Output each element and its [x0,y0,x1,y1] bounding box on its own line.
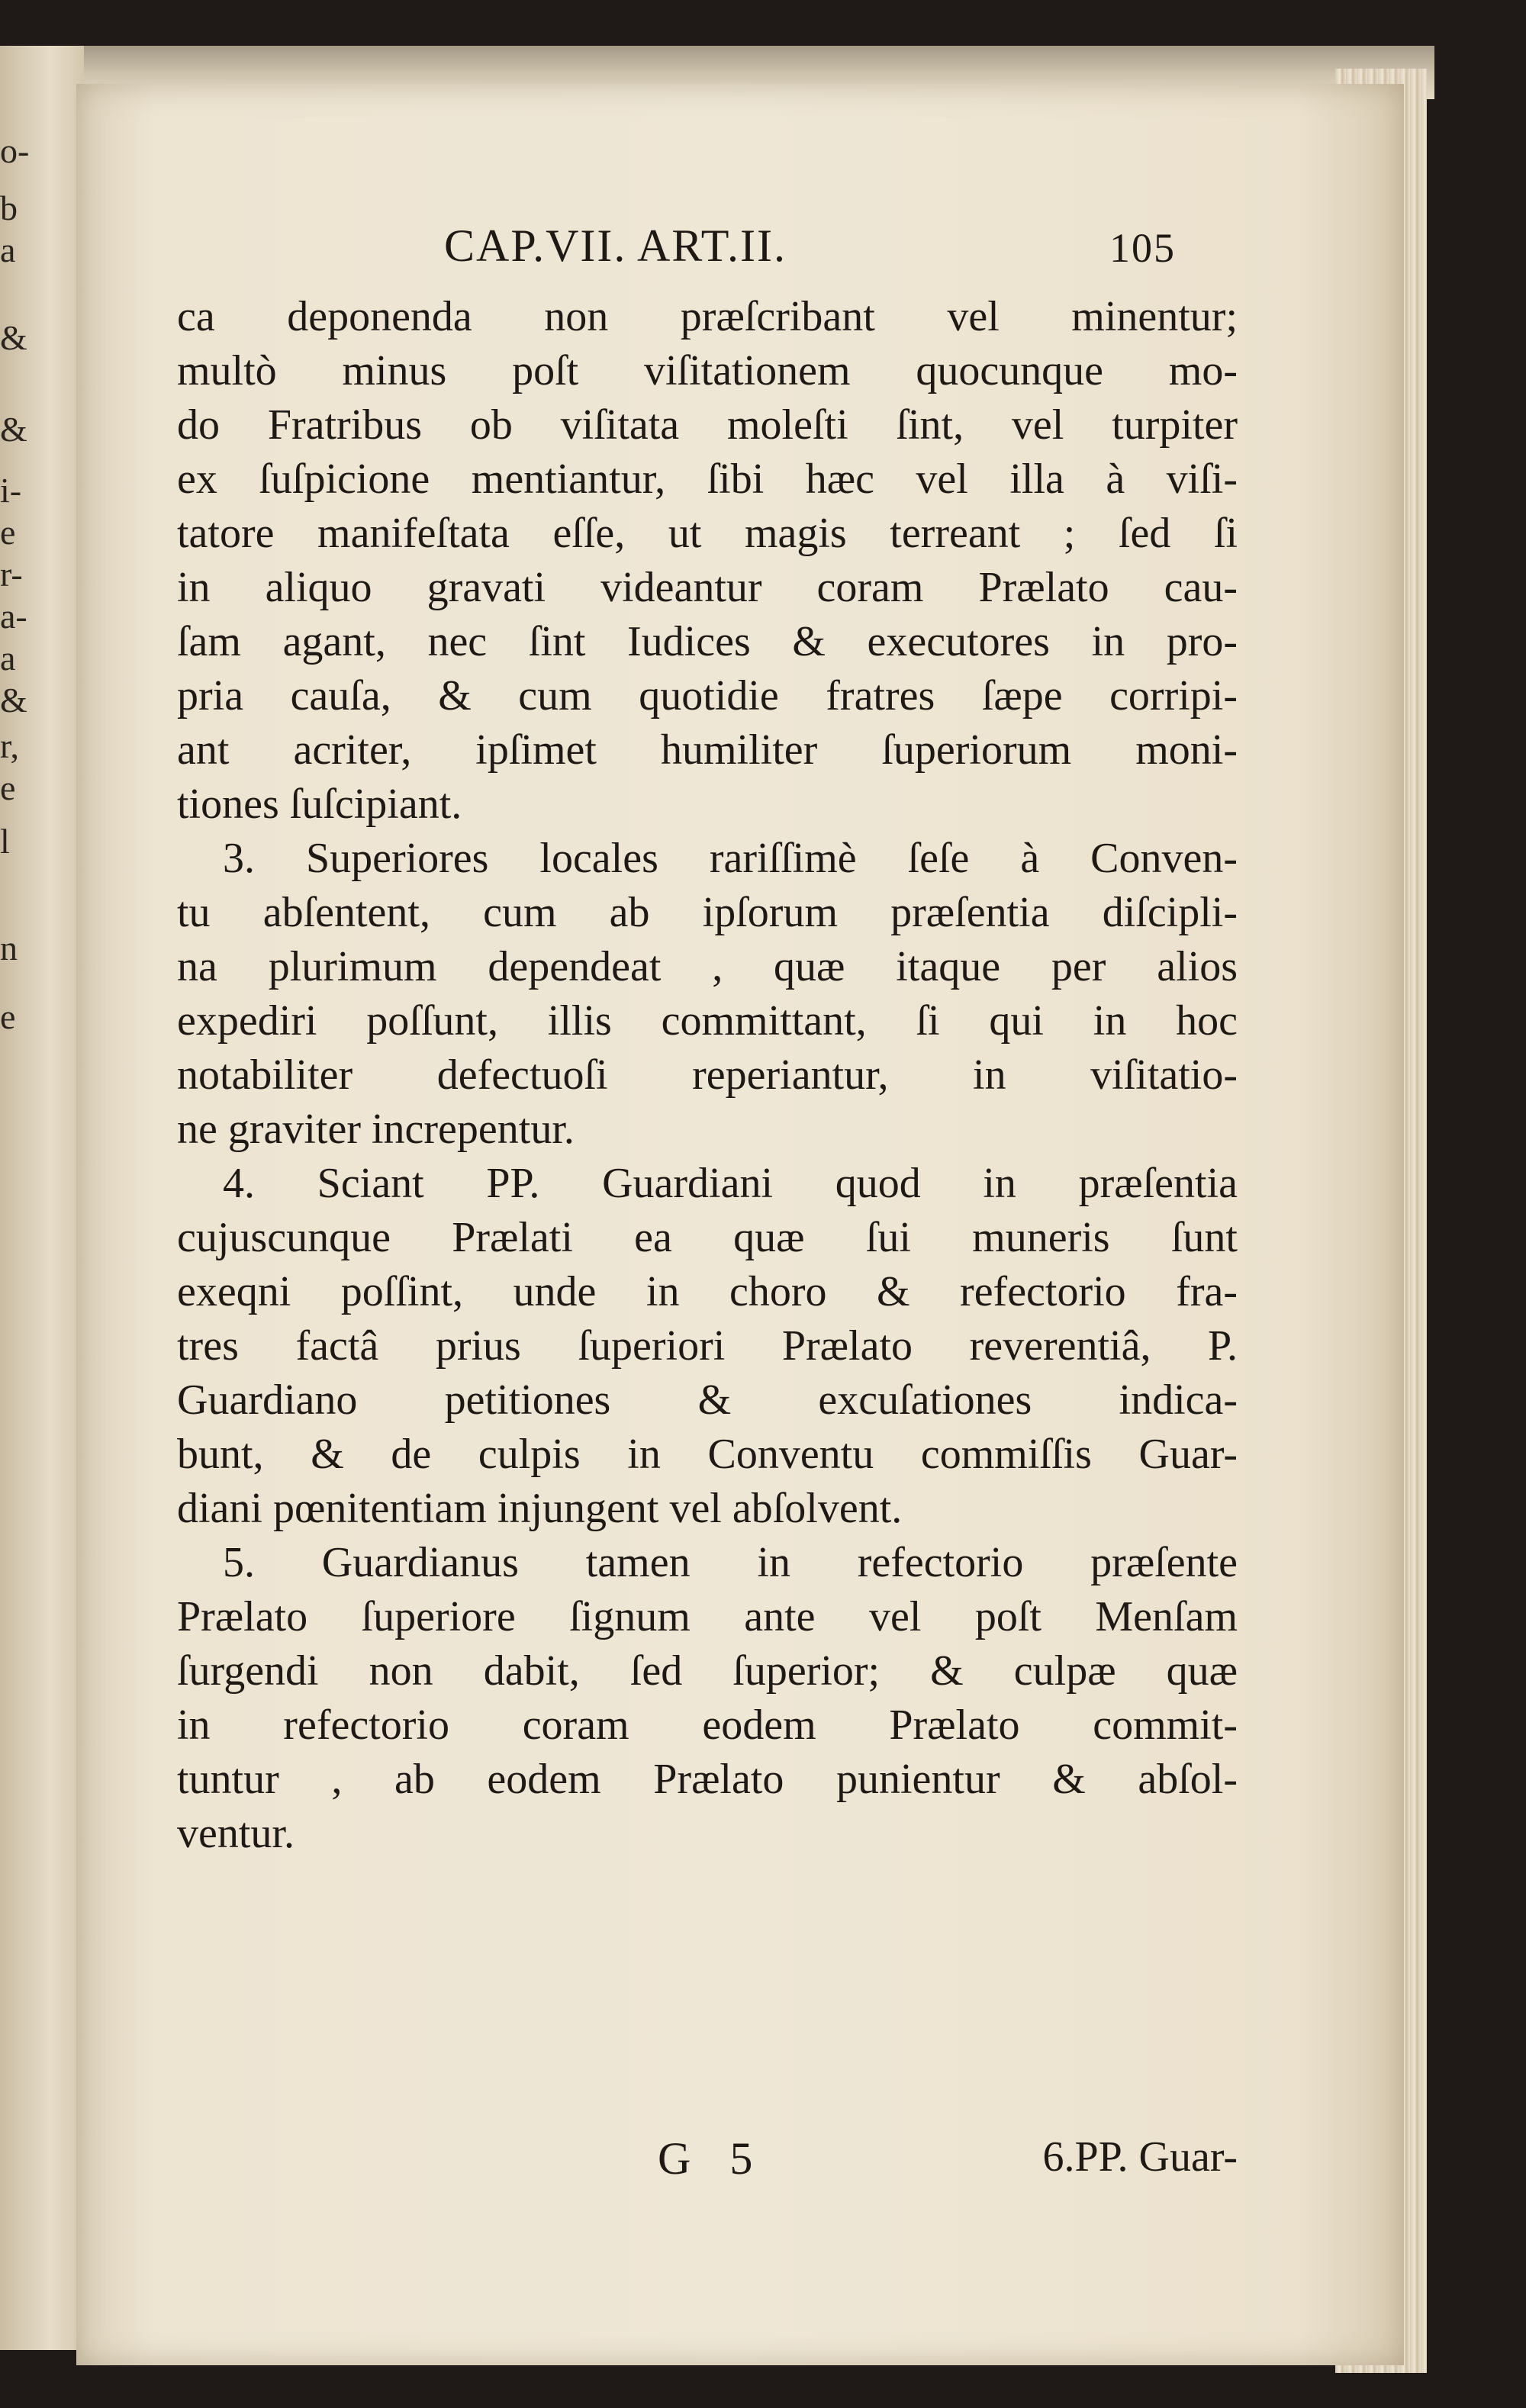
text-line: tu abſentent, cum ab ipſorum præſentia diſcipli- [177,889,1238,936]
text-line: ant acriter, ipſimet humiliter ſuperiorum moni- [177,726,1238,774]
text-line: exeqni poſſint, unde in choro & refectorio fra- [177,1268,1238,1315]
signature-mark: G 5 [658,2133,767,2184]
left-page-edge [0,46,84,2350]
text-line: 5. Guardianus tamen in refectorio præſente [223,1539,1238,1586]
facing-page-fragment: n [0,929,18,967]
facing-page-fragment: a [0,639,16,678]
text-line: na plurimum dependeat , quæ itaque per alios [177,943,1238,990]
text-line: bunt, & de culpis in Conventu commiſſis Guar- [177,1431,1238,1478]
facing-page-fragment: & [0,681,27,720]
text-line: tiones ſuſcipiant. [177,781,462,828]
text-line: tuntur , ab eodem Prælato punientur & abſol- [177,1756,1238,1803]
page-header [177,206,1238,290]
text-line: tatore manifeſtata eſſe, ut magis terreant ; ſed ſi [177,510,1238,557]
text-line: multò minus poſt viſitationem quocunque mo- [177,347,1238,394]
text-line: ventur. [177,1810,295,1857]
page-number: 105 [1109,225,1176,271]
facing-page-fragment: l [0,822,10,861]
facing-page-fragment: e [0,997,16,1036]
text-line: notabiliter defectuoſi reperiantur, in viſitatio- [177,1051,1238,1099]
page-footer [177,2133,1238,2194]
text-line: Guardiano petitiones & excuſationes indica- [177,1376,1238,1424]
text-line: cujuscunque Prælati ea quæ ſui muneris ſunt [177,1214,1238,1261]
text-line: 4. Sciant PP. Guardiani quod in præſentia [223,1160,1238,1207]
facing-page-fragment: r, [0,726,19,765]
text-line: 3. Superiores locales rariſſimè ſeſe à Conven- [223,835,1238,882]
body-text [177,290,1238,1861]
text-line: pria cauſa, & cum quotidie fratres ſæpe corripi- [177,672,1238,720]
facing-page-fragment: o- [0,131,30,170]
text-line: in aliquo gravati videantur coram Prælato cau- [177,564,1238,611]
facing-page-fragment: i- [0,471,22,510]
facing-page-fragment: e [0,513,16,552]
facing-page-fragment: & [0,410,27,449]
facing-page-fragment: a [0,230,16,269]
text-line: diani pœnitentiam injungent vel abſolvent. [177,1485,903,1532]
text-line: do Fratribus ob viſitata moleſti ſint, vel turpiter [177,401,1238,449]
text-line: ex ſuſpicione mentiantur, ſibi hæc vel illa à viſi- [177,456,1238,503]
catchword: 6.PP. Guar- [1042,2133,1238,2181]
facing-page-fragment: a- [0,597,27,636]
text-line: tres factâ prius ſuperiori Prælato reverentiâ, P. [177,1322,1238,1370]
text-line: ca deponenda non præſcribant vel minentur; [177,293,1238,340]
text-line: Prælato ſuperiore ſignum ante vel poſt Menſam [177,1593,1238,1640]
text-line: ſam agant, nec ſint Iudices & executores in pro- [177,618,1238,665]
running-head: CAP.VII. ART.II. [444,221,787,271]
text-line: expediri poſſunt, illis committant, ſi qui in hoc [177,997,1238,1045]
facing-page-fragment: e [0,768,16,807]
text-line: ne graviter increpentur. [177,1106,575,1153]
facing-page-fragment: b [0,188,18,227]
facing-page-fragment: r- [0,555,23,594]
text-line: in refectorio coram eodem Prælato commit- [177,1701,1238,1749]
page-content [177,206,1238,1861]
text-line: ſurgendi non dabit, ſed ſuperior; & culpæ quæ [177,1647,1238,1695]
facing-page-fragment: & [0,318,27,357]
